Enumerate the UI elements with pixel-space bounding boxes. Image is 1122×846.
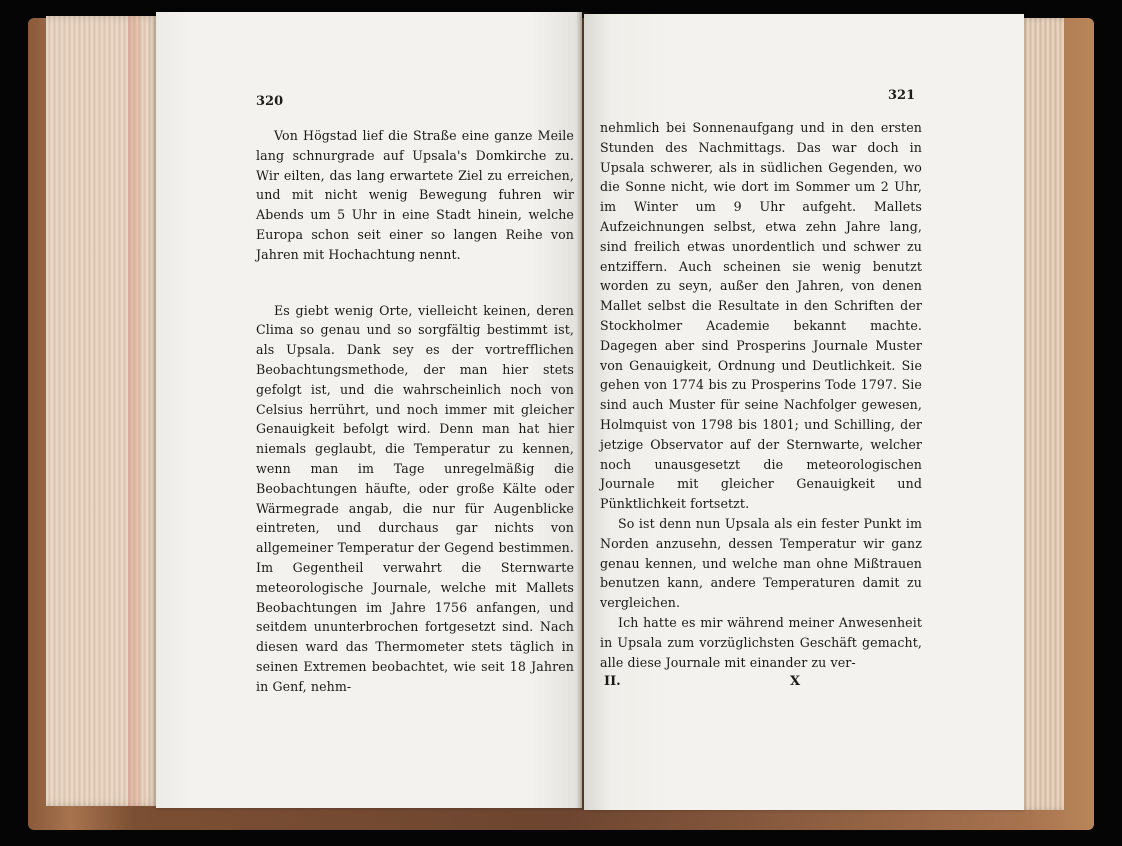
paragraph-climate: Es giebt wenig Orte, vielleicht keinen, deren Clima so genau und so sorgfältig bestimmt ist, als Upsala. Dank sey es der vortrefflichen Beobachtungsmethode, der man hier stets gefolgt ist, und die wahrscheinlich noch von Celsius herrührt, und noch immer mit gleicher Genauigkeit befolgt wird. Denn man hat hier niemals geglaubt, die Temperatur zu kennen, wenn man im Tage unregelmäßig die Beobachtungen häufte, oder große Kälte oder Wärmegrade angab, die nur für Augenblicke eintreten, und durchaus gar nichts von allgemeiner Temperatur der Gegend bestimmen. Im Gegentheil verwahrt die Sternwarte meteorologische Journale, welche mit Mallets Beobachtungen im Jahre 1756 anfangen, und seitdem ununterbrochen fortgesetzt sind. Nach diesen ward das Thermometer stets täglich in seinen Extremen beobachtet, wie seit 18 Jahren in Genf, nehm- <box>256 302 574 694</box>
page-edges-left <box>46 16 158 806</box>
signature-mark: X <box>790 674 801 689</box>
paragraph-upsala-fixed-point: So ist denn nun Upsala als ein fester Punkt im Norden anzusehn, dessen Temperatur wir ganz genau kennen, und welche man ohne Mißtrauen benutzen kann, andere Temperaturen damit zu vergleichen. <box>600 515 922 611</box>
page-number-right: 321 <box>888 88 916 103</box>
right-page-text <box>600 118 922 672</box>
right-page <box>584 14 1024 810</box>
left-page-text <box>256 126 574 697</box>
signature-volume: II. <box>604 674 621 689</box>
paragraph-journals: Ich hatte es mir während meiner Anwesenheit in Upsala zum vorzüglichsten Geschäft gemacht, alle diese Journale mit einander zu ver- <box>600 614 922 670</box>
left-page <box>156 12 582 808</box>
paragraph-arrival: Von Högstad lief die Straße eine ganze Meile lang schnurgrade auf Upsala's Domkirche zu. Wir eilten, das lang erwartete Ziel zu erreichen, und mit nicht wenig Bewegung fuhren wir Abends um 5 Uhr in eine Stadt hinein, welche Europa schon seit einer so langen Reihe von Jahren mit Hochachtung nennt. <box>256 128 574 262</box>
page-number-left: 320 <box>256 94 284 109</box>
paragraph-observations: nehmlich bei Sonnenaufgang und in den ersten Stunden des Nachmittags. Das war doch in Upsala schwerer, als in südlichen Gegenden, wo die Sonne nicht, wie dort im Sommer um 2 Uhr, im Winter um 9 Uhr aufgeht. Mallets Aufzeichnungen selbst, etwa zehn Jahre lang, sind freilich etwas unordentlich und schwer zu entziffern. Auch scheinen sie wenig benutzt worden zu seyn, außer den Jahren, von denen Mallet selbst die Resultate in den Schriften der Stockholmer Academie bekannt machte. Dagegen aber sind Prosperins Journale Muster von Genauigkeit, Ordnung und Deutlichkeit. Sie gehen von 1774 bis zu Prosperins Tode 1797. Sie sind auch Muster für seine Nachfolger gewesen, Holmquist von 1798 bis 1801; und Schilling, der jetzige Observator auf der Sternwarte, welcher noch unausgesetzt die meteorologischen Journale mit gleicher Genauigkeit und Pünktlichkeit fortsetzt. <box>600 120 922 512</box>
